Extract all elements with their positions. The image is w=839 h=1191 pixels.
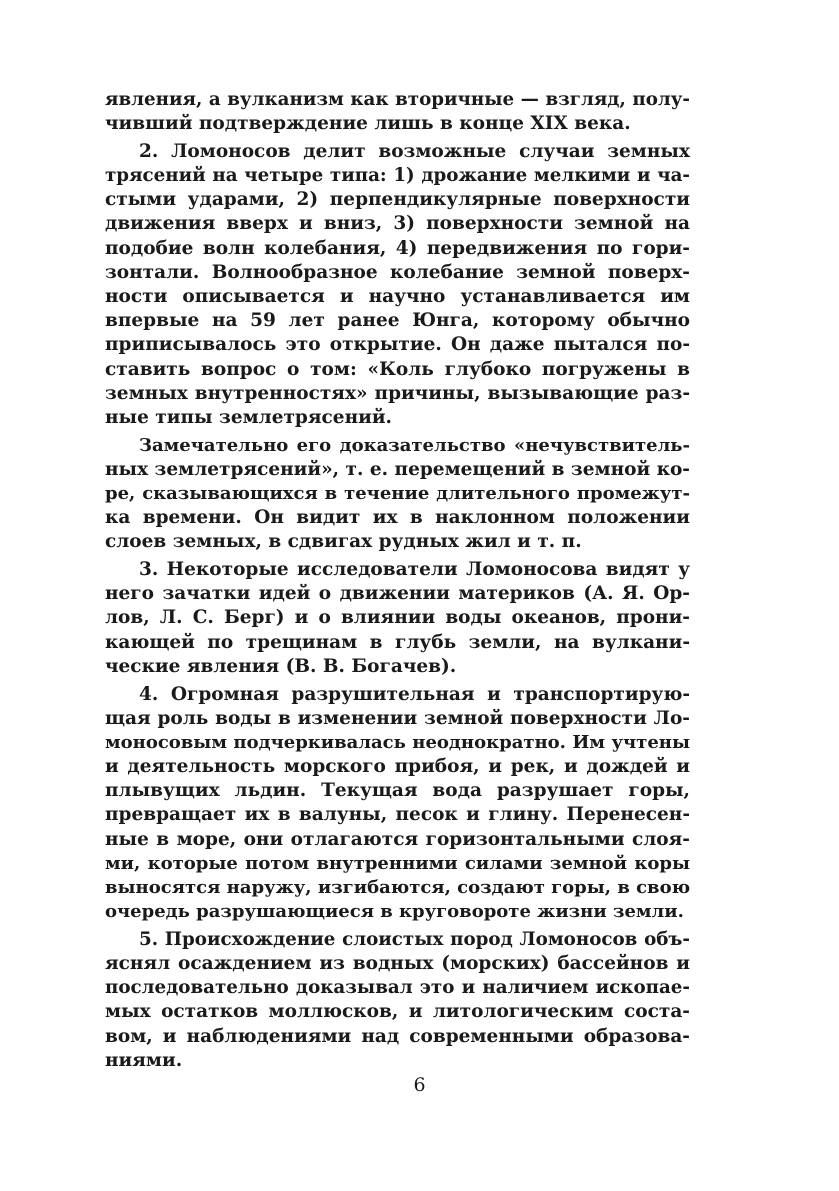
text-line: последовательно доказывал это и наличием ископае- xyxy=(105,977,690,999)
text-line: подобие волн колебания, 4) передвижения по гори- xyxy=(105,237,690,259)
text-line: ка времени. Он видит их в наклонном положении xyxy=(105,507,690,529)
text-line: 2. Ломоносов делит возможные случаи земных xyxy=(139,140,690,162)
text-line: стыми ударами, 2) перпендикулярные поверхности xyxy=(105,189,690,211)
text-line: и деятельность морского прибоя, и рек, и дождей и xyxy=(105,756,690,778)
page-number: 6 xyxy=(413,1074,426,1096)
page-text-body xyxy=(105,88,690,1073)
text-line: превращает их в валуны, песок и глину. Перенесен- xyxy=(105,804,690,826)
text-line: ре, сказывающихся в течение длительного промежут- xyxy=(105,483,690,504)
text-line: ные в море, они отлагаются горизонтальными слоя- xyxy=(105,828,690,850)
text-line: чивший подтверждение лишь в конце XIX века. xyxy=(105,113,631,135)
text-line: приписывалось это открытие. Он даже пытался по- xyxy=(105,334,690,356)
paragraph-p5 xyxy=(105,928,690,1073)
text-line: ставить вопрос о том: «Коль глубоко погружены в xyxy=(105,358,690,380)
text-line: лов, Л. С. Берг) и о влиянии воды океанов, прони- xyxy=(105,607,690,629)
text-line: плывущих льдин. Текущая вода разрушает горы, xyxy=(105,780,690,802)
text-line: него зачатки идей о движении материков (А. Я. Ор- xyxy=(105,583,690,605)
text-line: яснял осаждением из водных (морских) бассейнов и xyxy=(105,953,690,975)
paragraph-p2 xyxy=(105,434,690,555)
text-line: очередь разрушающиеся в круговороте жизни земли. xyxy=(105,901,684,923)
text-line: вом, и наблюдениями над современными образова- xyxy=(105,1025,690,1047)
text-line: щая роль воды в изменении земной поверхности Ло- xyxy=(105,707,690,729)
text-line: ности описывается и научно устанавливается им xyxy=(105,286,690,307)
text-line: впервые на 59 лет ранее Юнга, которому обычно xyxy=(105,310,690,332)
text-line: 4. Огромная разрушительная и транспортирую- xyxy=(139,683,690,705)
text-line: явления, а вулканизм как вторичные — взгляд, полу- xyxy=(105,89,690,110)
text-line: ных землетрясений», т. е. перемещений в земной ко- xyxy=(105,458,690,480)
text-line: 3. Некоторые исследователи Ломоносова видят у xyxy=(139,559,690,581)
text-line: ниями. xyxy=(105,1049,183,1071)
text-line: зонтали. Волнообразное колебание земной поверх- xyxy=(105,261,690,283)
text-line: мых остатков моллюсков, и литологическим соста- xyxy=(105,1001,690,1023)
text-line: слоев земных, в сдвигах рудных жил и т. п. xyxy=(105,531,582,553)
text-line: 5. Происхождение слоистых пород Ломоносов объ- xyxy=(139,928,690,950)
text-line: Замечательно его доказательство «нечувствитель- xyxy=(139,434,690,456)
text-line: движения вверх и вниз, 3) поверхности земной на xyxy=(105,213,690,235)
text-line: ми, которые потом внутренними силами земной коры xyxy=(105,852,690,874)
paragraph-p0 xyxy=(105,88,690,136)
text-line: выносятся наружу, изгибаются, создают горы, в свою xyxy=(105,877,691,898)
paragraph-p1 xyxy=(105,140,690,430)
paragraph-p4 xyxy=(105,683,690,925)
text-line: трясений на четыре типа: 1) дрожание мелкими и ча- xyxy=(105,165,690,187)
paragraph-p3 xyxy=(105,558,690,679)
text-line: ческие явления (В. В. Богачев). xyxy=(105,655,457,677)
text-line: кающей по трещинам в глубь земли, на вулкани- xyxy=(105,631,690,653)
text-line: ные типы землетрясений. xyxy=(105,406,392,428)
text-line: земных внутренностях» причины, вызывающие раз- xyxy=(105,382,690,404)
text-line: моносовым подчеркивалась неоднократно. Им учтены xyxy=(105,731,690,753)
